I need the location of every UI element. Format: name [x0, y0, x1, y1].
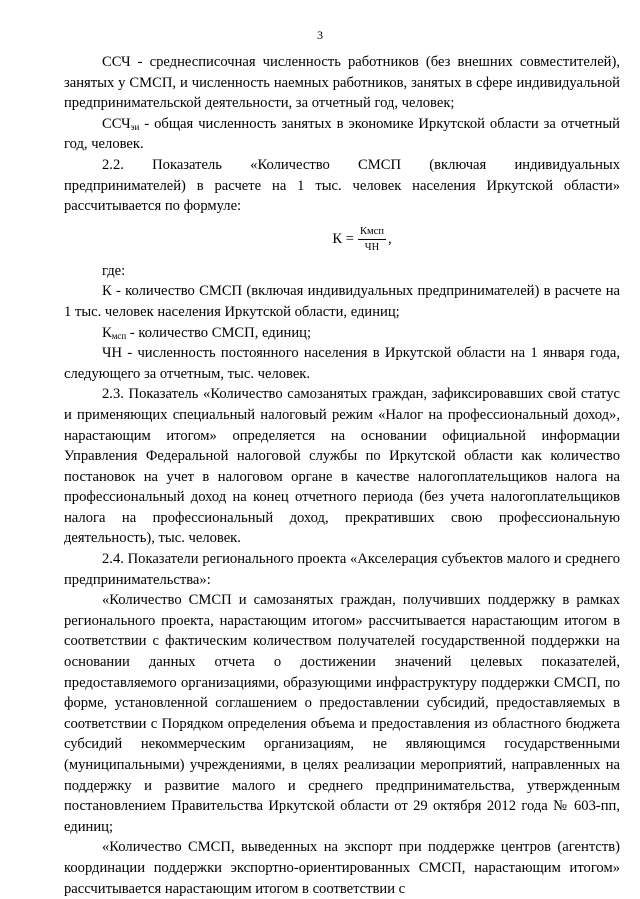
paragraph-sschei-definition	[64, 114, 620, 155]
paragraph-2-2: 2.2. Показатель «Количество СМСП (включая индивидуальных предпринимателей) в расчете на 1 тыс. человек населения Иркутской области» рассчитывается по формуле:	[64, 156, 620, 215]
formula-numerator: Кмсп	[358, 225, 386, 240]
term-ssch: ССЧ	[102, 115, 131, 132]
paragraph-where: где:	[102, 262, 126, 279]
formula-lhs: К =	[332, 231, 355, 248]
term-sschei-text: - общая численность занятых в экономике Иркутской области за отчетный год, человек.	[64, 115, 620, 153]
paragraph-chn-definition: ЧН - численность постоянного населения в Иркутской области на 1 января года, следующего за отчетным, тыс. человек.	[64, 345, 620, 382]
term-k: К	[102, 324, 112, 341]
term-kmsp-text: - количество СМСП, единиц;	[126, 324, 312, 341]
formula-denominator: ЧН	[364, 242, 380, 254]
term-ssch-subscript: эи	[130, 121, 140, 132]
term-k-subscript: мсп	[111, 330, 127, 341]
formula	[64, 221, 620, 259]
paragraph-smsp-export: «Количество СМСП, выведенных на экспорт при поддержке центров (агентств) координации поддержки экспортно-ориентированных СМСП, нарастающим итогом» рассчитывается нарастающим итогом в соответствии с	[64, 839, 620, 897]
paragraph-smsp-support: «Количество СМСП и самозанятых граждан, получивших поддержку в рамках регионального проекта, нарастающим итогом» рассчитывается нарастающим итогом в соответствии с фактическим количеством получателей государственной поддержки на основании данных отчета о достижении значений целевых показателей, предоставляемого организациями, образующими инфраструктуру поддержки СМСП, по форме, установленной соглашением о предоставлении субсидий, предоставляемых в соответствии с Порядком определения объема и предоставления из областного бюджета субсидий некоммерческим организациям, не являющимся государственными (муниципальными) учреждениями, в целях реализации мероприятий, направленных на поддержку и развитие малого и среднего предпринимательства, утвержденным постановлением Правительства Иркутской области от 29 октября 2012 года № 603-пп, единиц;	[64, 592, 620, 835]
paragraph-2-4: 2.4. Показатели регионального проекта «Акселерация субъектов малого и среднего предпринимательства»:	[64, 551, 620, 588]
formula-fraction	[358, 225, 386, 254]
paragraph-k-definition: К - количество СМСП (включая индивидуальных предпринимателей) в расчете на 1 тыс. человек населения Иркутской области, единиц;	[64, 283, 620, 320]
paragraph-ssch-definition: ССЧ - среднесписочная численность работников (без внешних совместителей), занятых у СМСП, и численность наемных работников, занятых в сфере индивидуальной предпринимательской деятельности, за отчетный год, человек;	[64, 54, 620, 112]
paragraph-2-3: 2.3. Показатель «Количество самозанятых граждан, зафиксировавших свой статус и применяющих специальный налоговый режим «Налог на профессиональный доход», нарастающим итогом» определяется на основании официальной информации Управления Федеральной налоговой службы по Иркутской области как количество постановок на учет в налоговом органе в качестве налогоплательщиков налога на профессиональный доход на конец отчетного периода (без учета налогоплательщиков налога на профессиональный доход, прекративших свою профессиональную деятельность), тыс. человек.	[64, 386, 620, 547]
formula-tail: ,	[387, 231, 392, 248]
page-number: 3	[317, 28, 323, 42]
paragraph-kmsp-definition	[64, 323, 620, 344]
document-body	[64, 52, 620, 899]
